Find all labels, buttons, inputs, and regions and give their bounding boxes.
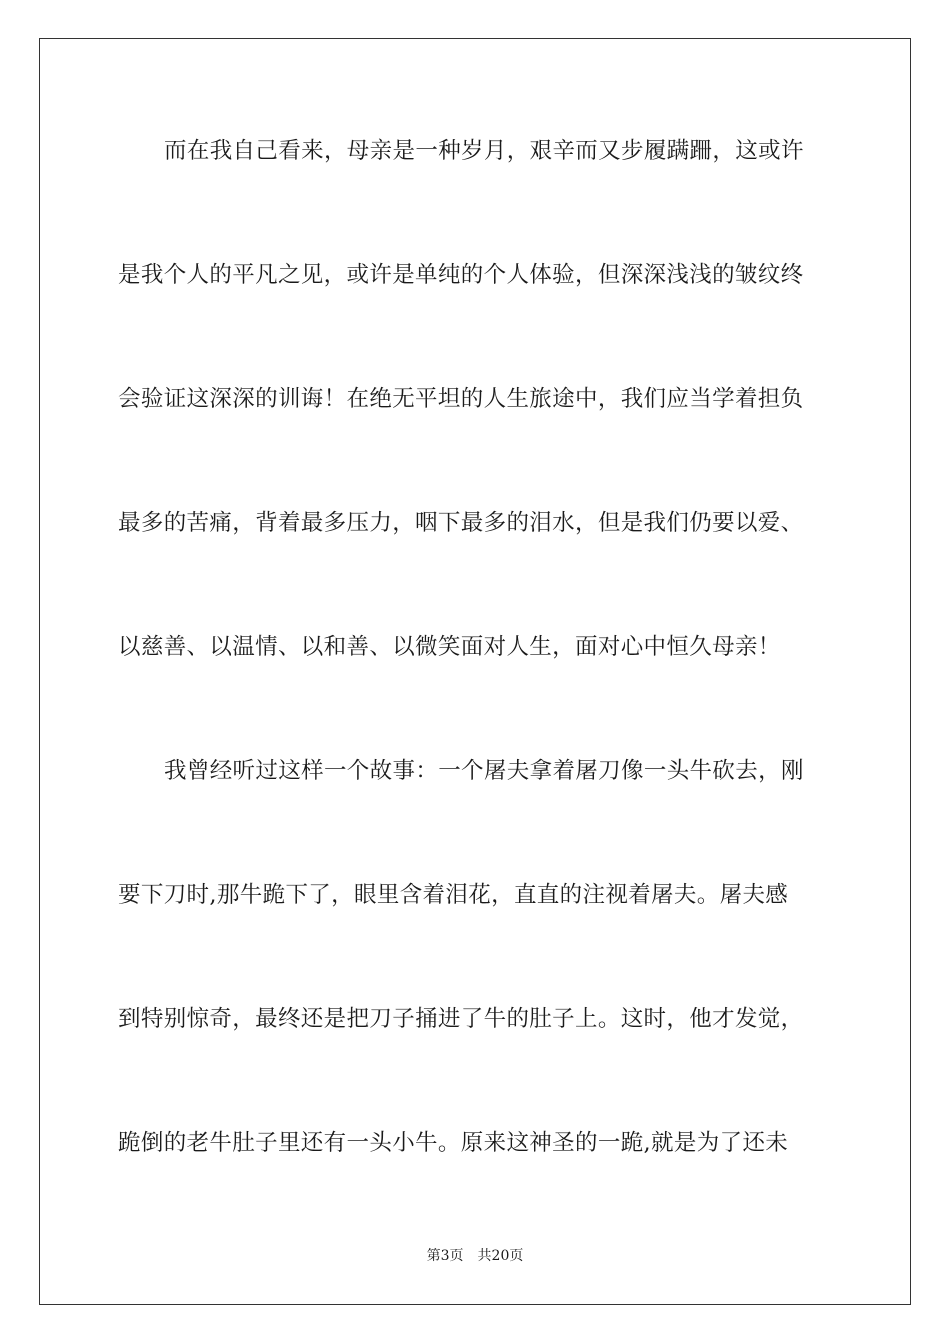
total-pages: 共20页 xyxy=(477,1248,524,1264)
current-page-number: 第3页 xyxy=(426,1248,464,1264)
text-line-5: 以慈善、以温情、以和善、以微笑面对人生，面对心中恒久母亲！ xyxy=(118,634,781,660)
text-line-9: 跪倒的老牛肚子里还有一头小牛。原来这神圣的一跪,就是为了还未 xyxy=(118,1130,789,1156)
text-line-6: 我曾经听过这样一个故事：一个屠夫拿着屠刀像一头牛砍去，刚 xyxy=(164,758,804,784)
text-line-7: 要下刀时,那牛跪下了，眼里含着泪花，直直的注视着屠夫。屠夫感 xyxy=(118,882,789,908)
text-line-4: 最多的苦痛，背着最多压力，咽下最多的泪水，但是我们仍要以爱、 xyxy=(118,510,804,536)
text-line-2: 是我个人的平凡之见，或许是单纯的个人体验，但深深浅浅的皱纹终 xyxy=(118,262,804,288)
text-line-1: 而在我自己看来，母亲是一种岁月，艰辛而又步履蹒跚，这或许 xyxy=(164,138,804,164)
text-line-3: 会验证这深深的训诲！在绝无平坦的人生旅途中，我们应当学着担负 xyxy=(118,386,804,412)
page-footer xyxy=(0,1247,950,1265)
text-line-8: 到特别惊奇，最终还是把刀子捅进了牛的肚子上。这时，他才发觉， xyxy=(118,1006,804,1032)
page-border xyxy=(39,38,911,1305)
